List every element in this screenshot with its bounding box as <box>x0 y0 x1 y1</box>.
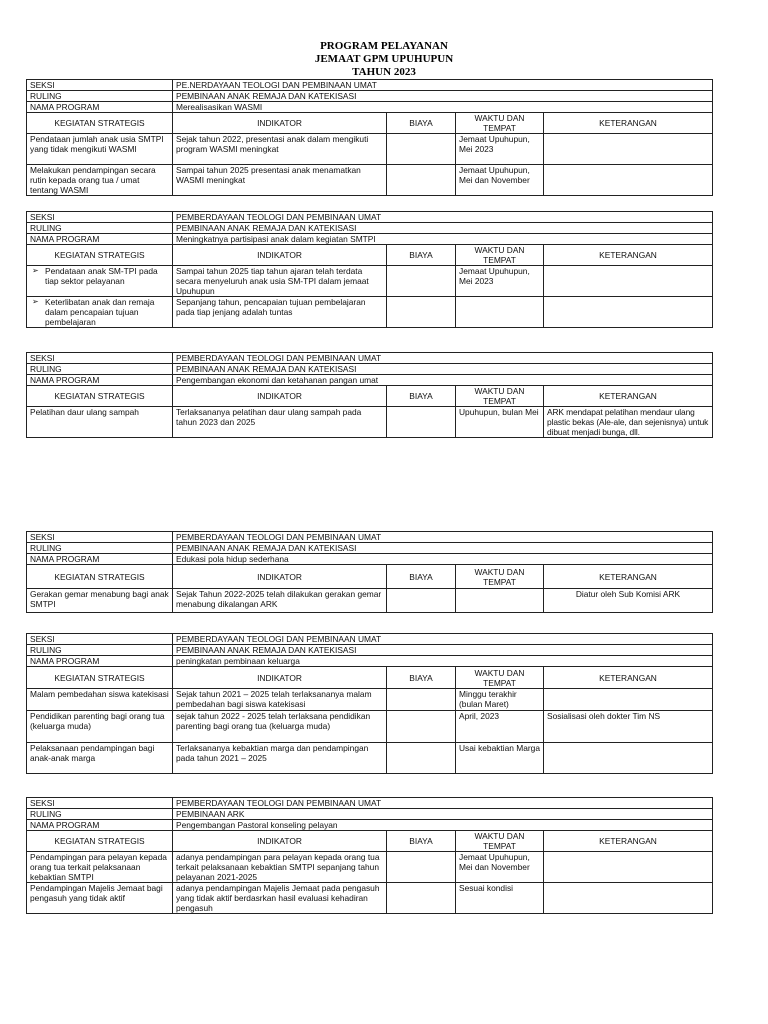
seksi-label: SEKSI <box>27 353 173 364</box>
nama-program-label: NAMA PROGRAM <box>27 554 173 565</box>
seksi-value: PEMBERDAYAAN TEOLOGI DAN PEMBINAAN UMAT <box>173 634 713 645</box>
waktu-cell: Jemaat Upuhupun, Mei dan November <box>456 165 544 196</box>
header-keterangan: KETERANGAN <box>544 831 713 852</box>
header-biaya: BIAYA <box>387 113 456 134</box>
biaya-cell <box>387 589 456 613</box>
header-keterangan: KETERANGAN <box>544 386 713 407</box>
kegiatan-cell <box>27 266 173 297</box>
waktu-cell: Upuhupun, bulan Mei <box>456 407 544 438</box>
ruling-value: PEMBINAAN ARK <box>173 809 713 820</box>
seksi-value: PEMBERDAYAAN TEOLOGI DAN PEMBINAAN UMAT <box>173 353 713 364</box>
header-indikator: INDIKATOR <box>173 831 387 852</box>
waktu-cell <box>456 589 544 613</box>
nama-program-value: Pengembangan ekonomi dan ketahanan pangan umat <box>173 375 713 386</box>
biaya-cell <box>387 852 456 883</box>
seksi-label: SEKSI <box>27 532 173 543</box>
program-section-6 <box>26 797 712 914</box>
kegiatan-cell: Pendidikan parenting bagi orang tua (keluarga muda) <box>27 711 173 743</box>
seksi-label: SEKSI <box>27 80 173 91</box>
waktu-cell: Minggu terakhir (bulan Maret) <box>456 689 544 711</box>
nama-program-value: Pengembangan Pastoral konseling pelayan <box>173 820 713 831</box>
header-indikator: INDIKATOR <box>173 386 387 407</box>
indikator-cell: sejak tahun 2022 - 2025 telah terlaksana pendidikan parenting bagi orang tua (keluarga muda) <box>173 711 387 743</box>
table-row <box>27 407 713 438</box>
header-keterangan: KETERANGAN <box>544 565 713 589</box>
waktu-cell: April, 2023 <box>456 711 544 743</box>
biaya-cell <box>387 407 456 438</box>
header-biaya: BIAYA <box>387 831 456 852</box>
biaya-cell <box>387 711 456 743</box>
indikator-cell: Sejak tahun 2021 – 2025 telah terlaksananya malam pembedahan bagi siswa katekisasi <box>173 689 387 711</box>
page-title <box>0 40 768 79</box>
kegiatan-cell: Pelaksanaan pendampingan bagi anak-anak marga <box>27 743 173 774</box>
nama-program-value: Edukasi pola hidup sederhana <box>173 554 713 565</box>
kegiatan-cell: Pelatihan daur ulang sampah <box>27 407 173 438</box>
keterangan-cell: Sosialisasi oleh dokter Tim NS <box>544 711 713 743</box>
indikator-cell: adanya pendampingan Majelis Jemaat pada pengasuh yang tidak aktif berdasrkan hasil evaluasi kehadiran pengasuh <box>173 883 387 914</box>
keterangan-cell <box>544 134 713 165</box>
header-kegiatan: KEGIATAN STRATEGIS <box>27 831 173 852</box>
nama-program-value: Merealisasikan WASMI <box>173 102 713 113</box>
ruling-value: PEMBINAAN ANAK REMAJA DAN KATEKISASI <box>173 645 713 656</box>
header-biaya: BIAYA <box>387 667 456 689</box>
kegiatan-cell <box>27 297 173 328</box>
header-keterangan: KETERANGAN <box>544 667 713 689</box>
keterangan-cell <box>544 266 713 297</box>
keterangan-cell <box>544 883 713 914</box>
table-row <box>27 743 713 774</box>
nama-program-label: NAMA PROGRAM <box>27 656 173 667</box>
seksi-label: SEKSI <box>27 212 173 223</box>
kegiatan-cell: Gerakan gemar menabung bagi anak SMTPI <box>27 589 173 613</box>
ruling-label: RULING <box>27 543 173 554</box>
table-row <box>27 589 713 613</box>
program-section-3 <box>26 352 712 438</box>
header-waktu: WAKTU DAN TEMPAT <box>456 565 544 589</box>
ruling-label: RULING <box>27 645 173 656</box>
seksi-value: PE.NERDAYAAN TEOLOGI DAN PEMBINAAN UMAT <box>173 80 713 91</box>
kegiatan-cell: Malam pembedahan siswa katekisasi <box>27 689 173 711</box>
biaya-cell <box>387 689 456 711</box>
header-indikator: INDIKATOR <box>173 565 387 589</box>
biaya-cell <box>387 266 456 297</box>
biaya-cell <box>387 165 456 196</box>
indikator-cell: Terlaksananya pelatihan daur ulang sampah pada tahun 2023 dan 2025 <box>173 407 387 438</box>
arrow-bullet-icon: ➢ <box>32 297 39 306</box>
kegiatan-cell: Pendataan jumlah anak usia SMTPI yang tidak mengikuti WASMI <box>27 134 173 165</box>
keterangan-cell <box>544 743 713 774</box>
biaya-cell <box>387 743 456 774</box>
kegiatan-cell: Melakukan pendampingan secara rutin kepada orang tua / umat tentang WASMI <box>27 165 173 196</box>
nama-program-label: NAMA PROGRAM <box>27 234 173 245</box>
header-waktu: WAKTU DAN TEMPAT <box>456 245 544 266</box>
kegiatan-text: Pendataan anak SM-TPI pada tiap sektor pelayanan <box>45 266 158 286</box>
header-kegiatan: KEGIATAN STRATEGIS <box>27 245 173 266</box>
indikator-cell: adanya pendampingan para pelayan kepada orang tua terkait pelaksanaan kebaktian SMTPI sepanjang tahun pelayanan 2021-2025 <box>173 852 387 883</box>
table-row <box>27 883 713 914</box>
kegiatan-cell: Pendampingan Majelis Jemaat bagi pengasuh yang tidak aktif <box>27 883 173 914</box>
header-biaya: BIAYA <box>387 565 456 589</box>
seksi-label: SEKSI <box>27 634 173 645</box>
keterangan-cell <box>544 852 713 883</box>
header-indikator: INDIKATOR <box>173 667 387 689</box>
seksi-value: PEMBERDAYAAN TEOLOGI DAN PEMBINAAN UMAT <box>173 532 713 543</box>
header-keterangan: KETERANGAN <box>544 113 713 134</box>
indikator-cell: Sampai tahun 2025 tiap tahun ajaran telah terdata secara menyeluruh anak usia SM-TPI dalam jemaat Upuhupun <box>173 266 387 297</box>
waktu-cell: Jemaat Upuhupun, Mei dan November <box>456 852 544 883</box>
table-row <box>27 266 713 297</box>
header-indikator: INDIKATOR <box>173 113 387 134</box>
nama-program-label: NAMA PROGRAM <box>27 375 173 386</box>
ruling-label: RULING <box>27 364 173 375</box>
header-waktu: WAKTU DAN TEMPAT <box>456 667 544 689</box>
title-line-1: PROGRAM PELAYANAN <box>320 40 448 52</box>
program-section-2 <box>26 211 712 328</box>
indikator-cell: Sejak tahun 2022, presentasi anak dalam mengikuti program WASMI meningkat <box>173 134 387 165</box>
header-biaya: BIAYA <box>387 245 456 266</box>
indikator-cell: Sampai tahun 2025 presentasi anak menamatkan WASMI meningkat <box>173 165 387 196</box>
header-kegiatan: KEGIATAN STRATEGIS <box>27 113 173 134</box>
keterangan-cell: ARK mendapat pelatihan mendaur ulang plastic bekas (Ale-ale, dan sejenisnya) untuk dibuat menjadi bunga, dll. <box>544 407 713 438</box>
kegiatan-text: Keterlibatan anak dan remaja dalam pencapaian tujuan pembelajaran <box>45 297 155 327</box>
ruling-label: RULING <box>27 809 173 820</box>
kegiatan-cell: Pendampingan para pelayan kepada orang tua terkait pelaksanaan kebaktian SMTPI <box>27 852 173 883</box>
title-line-2: JEMAAT GPM UPUHUPUN <box>314 53 454 65</box>
program-section-1 <box>26 79 712 196</box>
ruling-value: PEMBINAAN ANAK REMAJA DAN KATEKISASI <box>173 91 713 102</box>
seksi-value: PEMBERDAYAAN TEOLOGI DAN PEMBINAAN UMAT <box>173 212 713 223</box>
nama-program-value: Meningkatnya partisipasi anak dalam kegiatan SMTPI <box>173 234 713 245</box>
keterangan-cell <box>544 689 713 711</box>
nama-program-value: peningkatan pembinaan keluarga <box>173 656 713 667</box>
header-waktu: WAKTU DAN TEMPAT <box>456 113 544 134</box>
nama-program-label: NAMA PROGRAM <box>27 102 173 113</box>
waktu-cell: Jemaat Upuhupun, Mei 2023 <box>456 266 544 297</box>
indikator-cell: Sejak Tahun 2022-2025 telah dilakukan gerakan gemar menabung dikalangan ARK <box>173 589 387 613</box>
biaya-cell <box>387 134 456 165</box>
waktu-cell: Sesuai kondisi <box>456 883 544 914</box>
biaya-cell <box>387 297 456 328</box>
waktu-cell <box>456 297 544 328</box>
ruling-value: PEMBINAAN ANAK REMAJA DAN KATEKISASI <box>173 543 713 554</box>
nama-program-label: NAMA PROGRAM <box>27 820 173 831</box>
header-kegiatan: KEGIATAN STRATEGIS <box>27 565 173 589</box>
arrow-bullet-icon: ➢ <box>32 266 39 275</box>
table-row <box>27 297 713 328</box>
header-kegiatan: KEGIATAN STRATEGIS <box>27 667 173 689</box>
header-indikator: INDIKATOR <box>173 245 387 266</box>
table-row <box>27 165 713 196</box>
waktu-cell: Jemaat Upuhupun, Mei 2023 <box>456 134 544 165</box>
indikator-cell: Sepanjang tahun, pencapaian tujuan pembelajaran pada tiap jenjang adalah tuntas <box>173 297 387 328</box>
keterangan-cell <box>544 297 713 328</box>
program-section-5 <box>26 633 712 774</box>
table-row <box>27 134 713 165</box>
biaya-cell <box>387 883 456 914</box>
header-kegiatan: KEGIATAN STRATEGIS <box>27 386 173 407</box>
keterangan-cell: Diatur oleh Sub Komisi ARK <box>544 589 713 613</box>
indikator-cell: Terlaksananya kebaktian marga dan pendampingan pada tahun 2021 – 2025 <box>173 743 387 774</box>
header-biaya: BIAYA <box>387 386 456 407</box>
seksi-label: SEKSI <box>27 798 173 809</box>
ruling-value: PEMBINAAN ANAK REMAJA DAN KATEKISASI <box>173 364 713 375</box>
ruling-label: RULING <box>27 91 173 102</box>
header-keterangan: KETERANGAN <box>544 245 713 266</box>
header-waktu: WAKTU DAN TEMPAT <box>456 831 544 852</box>
table-row <box>27 852 713 883</box>
program-section-4 <box>26 531 712 613</box>
keterangan-cell <box>544 165 713 196</box>
ruling-label: RULING <box>27 223 173 234</box>
table-row <box>27 711 713 743</box>
title-line-3: TAHUN 2023 <box>352 66 416 78</box>
table-row <box>27 689 713 711</box>
seksi-value: PEMBERDAYAAN TEOLOGI DAN PEMBINAAN UMAT <box>173 798 713 809</box>
waktu-cell: Usai kebaktian Marga <box>456 743 544 774</box>
header-waktu: WAKTU DAN TEMPAT <box>456 386 544 407</box>
ruling-value: PEMBINAAN ANAK REMAJA DAN KATEKISASI <box>173 223 713 234</box>
